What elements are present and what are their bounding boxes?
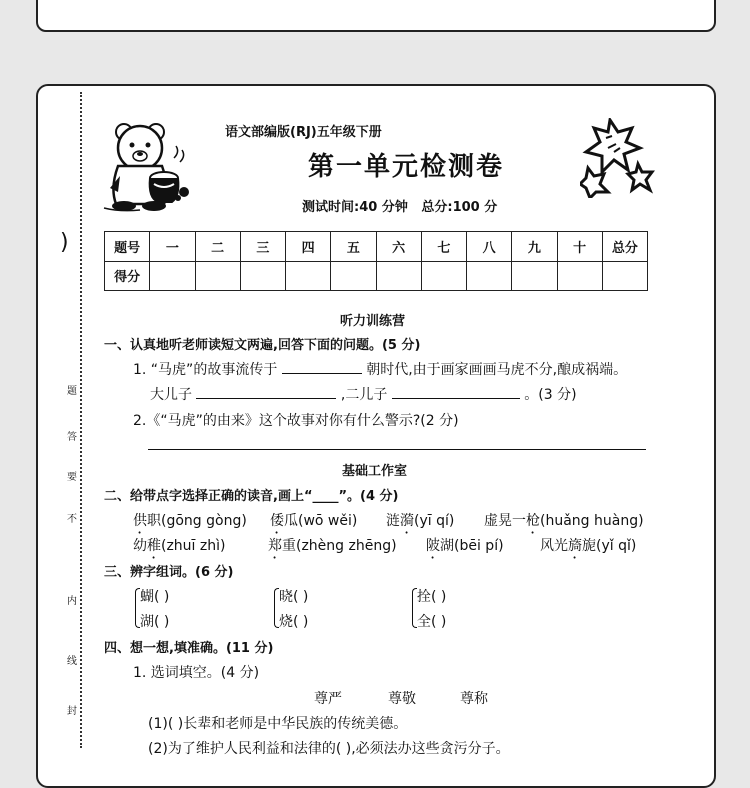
q1-item1-text-b: 朝时代,由于画家画画马虎不分,酿成祸端。	[366, 362, 628, 378]
fill-sentence-1[interactable]: (1)( )长辈和老师是中华民族的传统美德。	[148, 716, 408, 732]
dotted-char: 旖	[568, 538, 582, 554]
bear-with-honey-pot-illustration	[100, 118, 192, 214]
question-1-item-2: 2.《“马虎”的由来》这个故事对你有什么警示?(2 分)	[133, 413, 459, 429]
score-table-header-cell: 三	[240, 232, 285, 262]
score-table-header-row	[105, 232, 648, 262]
q1-item2-answer-line[interactable]	[148, 449, 646, 450]
q1-second-son-blank[interactable]	[392, 398, 520, 399]
decorative-stars-illustration	[580, 118, 660, 198]
score-cell[interactable]	[286, 261, 331, 291]
score-cell[interactable]	[512, 261, 557, 291]
grade-subtitle: 语文部编版(RJ)五年级下册	[225, 125, 382, 140]
pinyin-item[interactable]: 虚晃一枪(huǎng huàng)	[484, 513, 644, 529]
binding-char: 题	[67, 386, 77, 397]
q1-dynasty-blank[interactable]	[282, 373, 362, 374]
score-table-header-cell: 八	[467, 232, 512, 262]
binding-line	[80, 92, 82, 748]
score-table-header-cell: 十	[557, 232, 602, 262]
score-cell[interactable]	[421, 261, 466, 291]
question-4-sub-1: 1. 选词填空。(4 分)	[133, 665, 260, 681]
previous-page-card	[36, 0, 716, 32]
pinyin-item[interactable]: 陂湖(bēi pí)	[426, 538, 504, 554]
fill-sentence-2[interactable]: (2)为了维护人民利益和法律的( ),必须法办这些贪污分子。	[148, 741, 510, 757]
pinyin-item[interactable]: 风光旖旎(yǐ qǐ)	[540, 538, 637, 554]
score-table-score-row	[105, 261, 648, 291]
score-cell[interactable]	[602, 261, 647, 291]
test-duration-and-total: 测试时间:40 分钟 总分:100 分	[302, 200, 498, 215]
pinyin-item[interactable]: 倭瓜(wō wěi)	[270, 513, 358, 529]
dotted-char: 陂	[426, 538, 440, 554]
q1-item1-text-e: 。(3 分)	[524, 387, 577, 403]
q1-item1-text-a: 1. “马虎”的故事流传于	[133, 362, 278, 378]
score-table-header-cell: 四	[286, 232, 331, 262]
question-3-heading: 三、辨字组词。(6 分)	[104, 565, 234, 580]
dotted-char: 郑	[268, 538, 282, 554]
binding-char: 不	[67, 514, 77, 525]
q1-item1-text-c: 大儿子	[150, 387, 192, 403]
dotted-char: 供	[133, 513, 147, 529]
score-table-header-cell: 总分	[602, 232, 647, 262]
dotted-char: 漪	[400, 513, 414, 529]
binding-char: 内	[67, 596, 77, 607]
binding-char: 线	[67, 656, 77, 667]
pinyin-item[interactable]: 供职(gōng gòng)	[133, 513, 247, 529]
section-title-basics: 基础工作室	[342, 464, 408, 479]
score-table-header-cell: 九	[512, 232, 557, 262]
binding-char: 封	[67, 706, 77, 717]
score-cell[interactable]	[195, 261, 240, 291]
score-cell[interactable]	[376, 261, 421, 291]
word-choice: 尊严	[314, 691, 342, 707]
score-table	[104, 231, 648, 291]
binding-char: 要	[67, 472, 77, 483]
question-1-item-1-cont	[150, 384, 577, 404]
score-table-header-cell: 二	[195, 232, 240, 262]
word-pair-item[interactable]: 湖( )	[140, 614, 170, 630]
question-1-item-1	[133, 359, 627, 379]
word-pair-item[interactable]: 烧( )	[279, 614, 309, 630]
binding-char: 答	[67, 432, 77, 443]
score-row-label: 得分	[105, 261, 150, 291]
q1-eldest-son-blank[interactable]	[196, 398, 336, 399]
score-table-header-cell: 一	[150, 232, 195, 262]
score-table-header-cell: 题号	[105, 232, 150, 262]
dotted-char: 枪	[526, 513, 540, 529]
question-4-heading: 四、想一想,填准确。(11 分)	[104, 641, 274, 656]
binding-paren: )	[60, 230, 69, 255]
word-pair-item[interactable]: 全( )	[417, 614, 447, 630]
score-cell[interactable]	[467, 261, 512, 291]
score-table-header-cell: 五	[331, 232, 376, 262]
pinyin-item[interactable]: 郑重(zhèng zhēng)	[268, 538, 397, 554]
score-cell[interactable]	[557, 261, 602, 291]
q1-item1-text-d: ,二儿子	[340, 387, 388, 403]
word-choice: 尊称	[460, 691, 488, 707]
score-cell[interactable]	[150, 261, 195, 291]
word-pair-item[interactable]: 蝴( )	[140, 589, 170, 605]
pinyin-item[interactable]: 幼稚(zhuī zhì)	[133, 538, 226, 554]
word-choice: 尊敬	[388, 691, 416, 707]
score-table-header-cell: 六	[376, 232, 421, 262]
section-title-listening: 听力训练营	[340, 314, 406, 329]
pinyin-item[interactable]: 涟漪(yī qí)	[386, 513, 455, 529]
question-2-heading: 二、给带点字选择正确的读音,画上“____”。(4 分)	[104, 489, 399, 504]
word-pair-item[interactable]: 晓( )	[279, 589, 309, 605]
word-pair-item[interactable]: 拴( )	[417, 589, 447, 605]
dotted-char: 稚	[147, 538, 161, 554]
question-1-heading: 一、认真地听老师读短文两遍,回答下面的问题。(5 分)	[104, 338, 421, 353]
exam-title: 第一单元检测卷	[308, 152, 505, 182]
dotted-char: 倭	[270, 513, 284, 529]
score-table-header-cell: 七	[421, 232, 466, 262]
score-cell[interactable]	[240, 261, 285, 291]
score-cell[interactable]	[331, 261, 376, 291]
